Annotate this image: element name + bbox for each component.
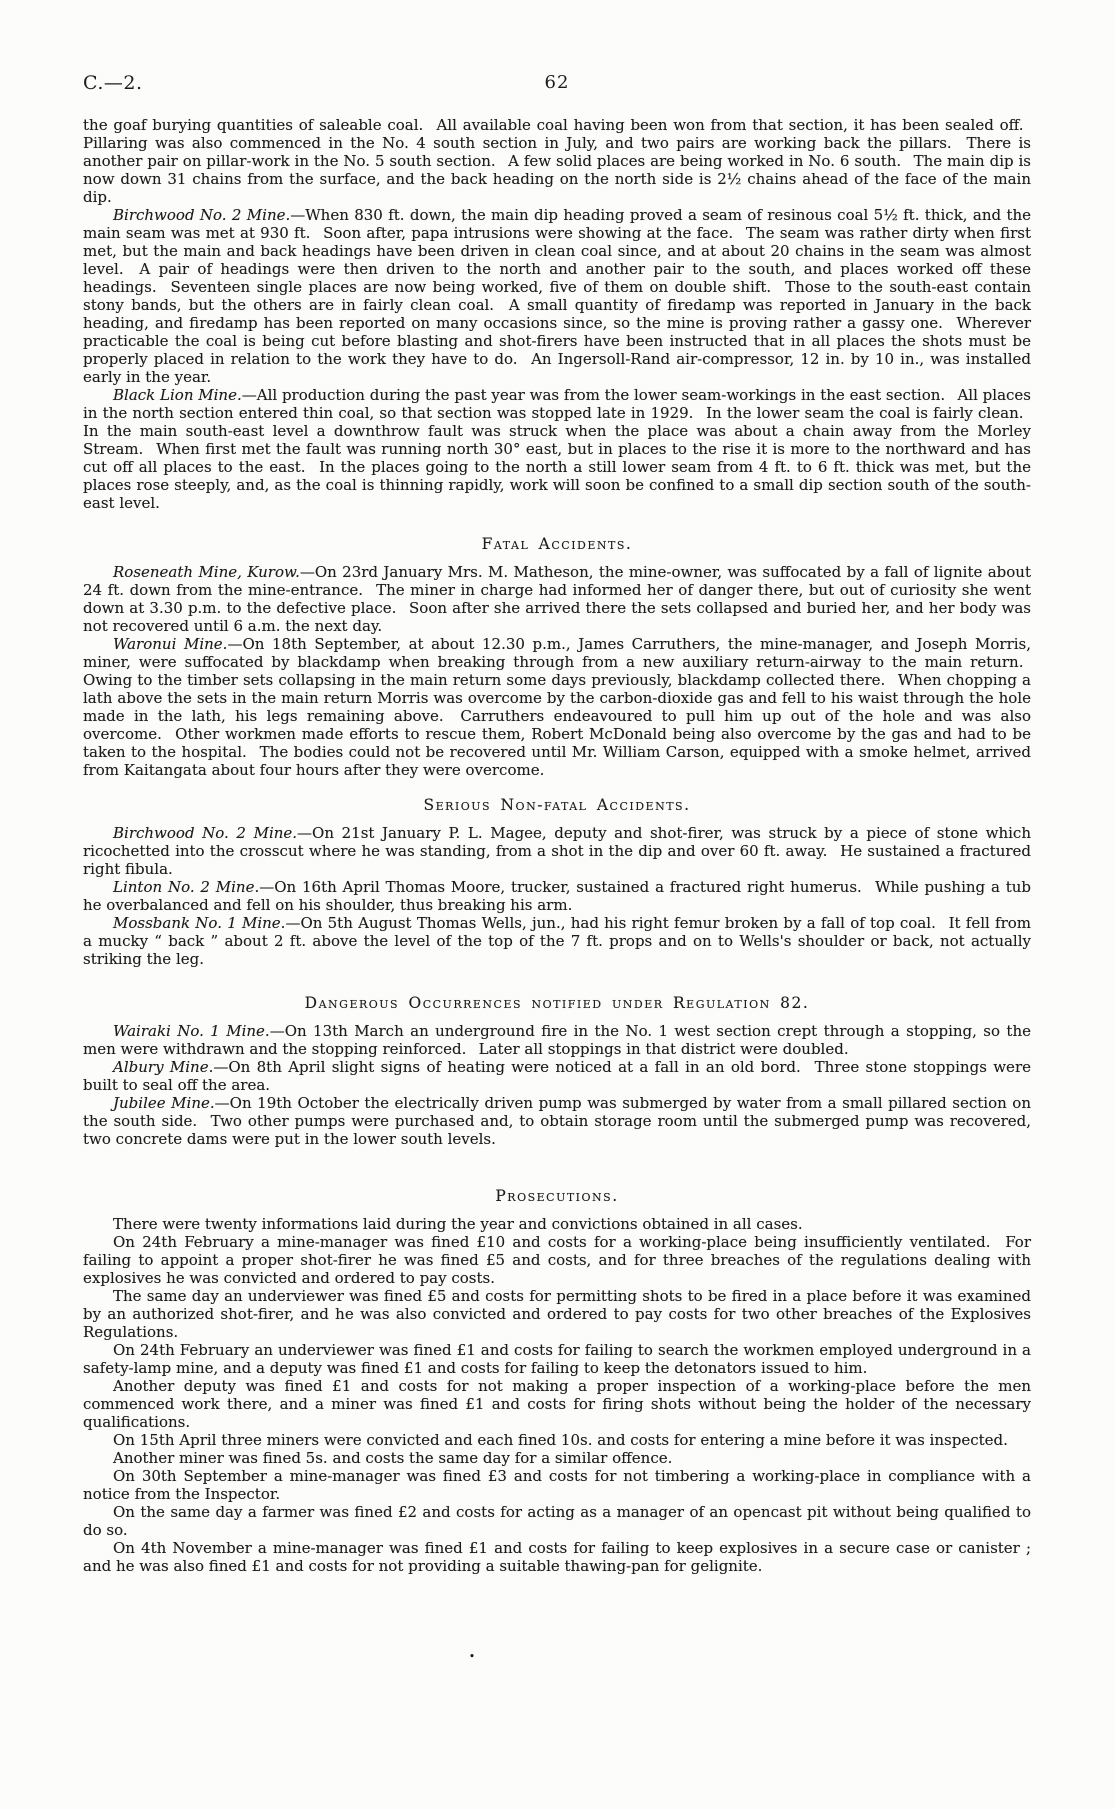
report-section	[83, 1187, 1031, 1575]
mine-name: Wairaki No. 1 Mine.	[113, 1022, 270, 1040]
mine-name: Waronui Mine.	[113, 635, 228, 653]
mine-name: Birchwood No. 2 Mine.	[113, 206, 291, 224]
paragraph: Another deputy was fined £1 and costs for not making a proper inspection of a working-place before the men commenced work there, and a miner was fined £1 and costs for firing shots without being the holder of the necessary qualifications.	[83, 1377, 1031, 1431]
section-heading: Fatal Accidents.	[481, 535, 633, 553]
report-code: C.—2.	[83, 72, 143, 94]
paragraph: There were twenty informations laid during the year and convictions obtained in all cases.	[113, 1215, 803, 1233]
report-section	[83, 535, 1031, 779]
paragraph: Birchwood No. 2 Mine.—When 830 ft. down, the main dip heading proved a seam of resinous coal 5½ ft. thick, and the main seam was met at 930 ft. Soon after, papa intrusions were showing at the face. The seam was rather dirty when first met, but the main and back headings have been driven in clean coal since, and at about 20 chains in the seam was almost level. A pair of headings were then driven to the north and another pair to the south, and places worked off these headings. Seventeen single places are now being worked, five of them on double shift. Those to the south-east contain stony bands, but the others are in fairly clean coal. A small quantity of firedamp was reported in January in the back heading, and firedamp has been reported on many occasions since, so the mine is proving rather a gassy one. Wherever practicable the coal is being cut before blasting and shot-firers have been instructed that in all places the shots must be properly placed in relation to the work they have to do. An Ingersoll-Rand air-compressor, 12 in. by 10 in., was installed early in the year.	[83, 206, 1032, 386]
mine-name: Roseneath Mine, Kurow.	[113, 563, 300, 581]
report-section	[83, 116, 1031, 512]
paragraph: Waronui Mine.—On 18th September, at about 12.30 p.m., James Carruthers, the mine-manager, and Joseph Morris, miner, were suffocated by blackdamp when breaking through from a new auxiliary return-airway to the main return. Owing to the timber sets collapsing in the main return some days previously, blackdamp collected there. When chopping a lath above the sets in the main return Morris was overcome by the carbon-dioxide gas and fell to his waist through the hole made in the lath, his legs remaining above. Carruthers endeavoured to pull him up out of the hole and was also overcome. Other workmen made efforts to rescue them, Robert McDonald being also overcome by the gas and had to be taken to the hospital. The bodies could not be recovered until Mr. William Carson, equipped with a smoke helmet, arrived from Kaitangata about four hours after they were overcome.	[83, 635, 1031, 779]
report-section	[83, 796, 1031, 968]
paragraph: On the same day a farmer was fined £2 and costs for acting as a manager of an opencast pit without being qualified to do so.	[83, 1503, 1031, 1539]
paragraph: Roseneath Mine, Kurow.—On 23rd January Mrs. M. Matheson, the mine-owner, was suffocated by a fall of lignite about 24 ft. down from the mine-entrance. The miner in charge had informed her of danger there, but out of curiosity she went down at 3.30 p.m. to the defective place. Soon after she arrived there the sets collapsed and buried her, and her body was not recovered until 6 a.m. the next day.	[83, 563, 1031, 635]
mine-name: Black Lion Mine.	[113, 386, 242, 404]
mine-name: Linton No. 2 Mine.	[113, 878, 260, 896]
paragraph: On 4th November a mine-manager was fined £1 and costs for failing to keep explosives in a secure case or canister ; and he was also fined £1 and costs for not providing a suitable thawing-pan for gelignite.	[83, 1539, 1031, 1575]
paragraph: The same day an underviewer was fined £5 and costs for permitting shots to be fired in a place before it was examined by an authorized shot-firer, and he was also convicted and ordered to pay costs for two other breaches of the Explosives Regulations.	[83, 1287, 1031, 1341]
mine-name: Jubilee Mine.	[113, 1094, 215, 1112]
mine-name: Mossbank No. 1 Mine.	[113, 914, 286, 932]
section-heading: Prosecutions.	[495, 1187, 619, 1205]
paragraph: Jubilee Mine.—On 19th October the electrically driven pump was submerged by water from a small pillared section on the south side. Two other pumps were purchased and, to obtain storage room until the submerged pump was recovered, two concrete dams were put in the lower south levels.	[83, 1094, 1031, 1148]
paragraph: Albury Mine.—On 8th April slight signs of heating were noticed at a fall in an old bord. Three stone stoppings were built to seal off the area.	[83, 1058, 1031, 1094]
paragraph: On 24th February a mine-manager was fined £10 and costs for a working-place being insufficiently ventilated. For failing to appoint a proper shot-firer he was fined £5 and costs, and for three breaches of the regulations dealing with explosives he was convicted and ordered to pay costs.	[83, 1233, 1031, 1287]
paragraph: On 30th September a mine-manager was fined £3 and costs for not timbering a working-place in compliance with a notice from the Inspector.	[83, 1467, 1031, 1503]
paragraph: Linton No. 2 Mine.—On 16th April Thomas Moore, trucker, sustained a fractured right humerus. While pushing a tub he overbalanced and fell on his shoulder, thus breaking his arm.	[83, 878, 1031, 914]
paragraph: Birchwood No. 2 Mine.—On 21st January P. L. Magee, deputy and shot-firer, was struck by a piece of stone which ricochetted into the crosscut where he was standing, from a shot in the dip and over 60 ft. away. He sustained a fractured right fibula.	[83, 824, 1031, 878]
page-header	[83, 72, 1031, 96]
paragraph: Black Lion Mine.—All production during the past year was from the lower seam-workings in the east section. All places in the north section entered thin coal, so that section was stopped late in 1929. In the lower seam the coal is fairly clean. In the main south-east level a downthrow fault was struck when the place was about a chain away from the Morley Stream. When first met the fault was running north 30° east, but in places to the rise it is more to the northward and has cut off all places to the east. In the places going to the north a still lower seam from 4 ft. to 6 ft. thick was met, but the places rose steeply, and, as the coal is thinning rapidly, work will soon be confined to a small dip section south of the south-east level.	[83, 386, 1031, 512]
paragraph: On 24th February an underviewer was fined £1 and costs for failing to search the workmen employed underground in a safety-lamp mine, and a deputy was fined £1 and costs for failing to keep the detonators issued to him.	[83, 1341, 1031, 1377]
mine-name: Birchwood No. 2 Mine.	[113, 824, 298, 842]
document-body	[83, 116, 1031, 1575]
page-number: 62	[544, 72, 570, 93]
printers-mark-dot: •	[468, 1650, 476, 1663]
paragraph: the goaf burying quantities of saleable coal. All available coal having been won from that section, it has been sealed off. Pillaring was also commenced in the No. 4 south section in July, and two pairs are working back the pillars. There is another pair on pillar-work in the No. 5 south section. A few solid places are being worked in No. 6 south. The main dip is now down 31 chains from the surface, and the back heading on the north side is 2½ chains ahead of the face of the main dip.	[83, 116, 1031, 206]
section-heading: Serious Non-fatal Accidents.	[423, 796, 691, 814]
section-heading: Dangerous Occurrences notified under Regulation 82.	[304, 994, 810, 1012]
paragraph: On 15th April three miners were convicted and each fined 10s. and costs for entering a mine before it was inspected.	[113, 1431, 1008, 1449]
paragraph: Another miner was fined 5s. and costs the same day for a similar offence.	[113, 1449, 673, 1467]
mine-name: Albury Mine.	[113, 1058, 214, 1076]
paragraph: Wairaki No. 1 Mine.—On 13th March an underground fire in the No. 1 west section crept through a stopping, so the men were withdrawn and the stopping reinforced. Later all stoppings in that district were doubled.	[83, 1022, 1031, 1058]
paragraph: Mossbank No. 1 Mine.—On 5th August Thomas Wells, jun., had his right femur broken by a fall of top coal. It fell from a mucky “ back ” about 2 ft. above the level of the top of the 7 ft. props and on to Wells's shoulder or back, not actually striking the leg.	[83, 914, 1031, 968]
report-section	[83, 994, 1031, 1148]
